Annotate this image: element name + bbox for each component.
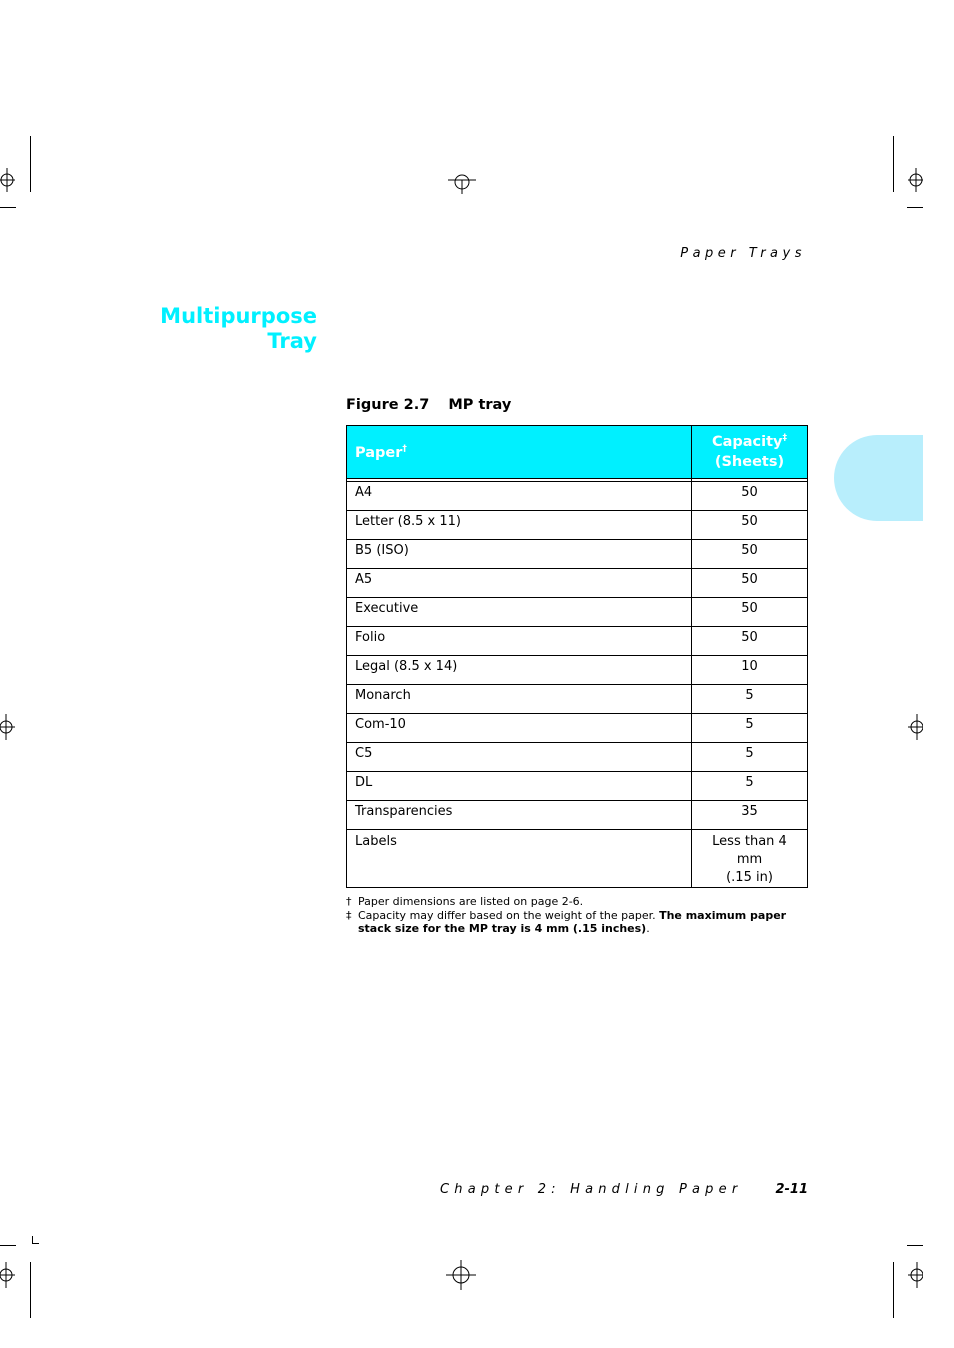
footer-chapter: Chapter 2: Handling Paper — [440, 1182, 743, 1197]
section-title — [120, 304, 317, 354]
running-header: Paper Trays — [680, 246, 806, 261]
registration-mark-icon — [446, 1260, 476, 1290]
footnote-double-dagger: ‡ Capacity may differ based on the weight of the paper. The maximum paper stack size for the MP tray is 4 mm (.15 inches). — [346, 908, 787, 935]
registration-mark-icon — [907, 714, 923, 740]
table-header-row — [347, 426, 808, 479]
capacity-cell: 50 — [692, 598, 808, 627]
registration-mark-icon — [0, 714, 16, 740]
capacity-cell: 50 — [692, 627, 808, 656]
table-row — [347, 598, 808, 627]
table-row — [347, 511, 808, 540]
paper-cell: C5 — [347, 743, 692, 772]
capacity-cell: 5 — [692, 772, 808, 801]
table-footnotes — [346, 895, 806, 936]
footnote-dagger: † Paper dimensions are listed on page 2-6. — [346, 895, 584, 908]
paper-cell: Executive — [347, 598, 692, 627]
table-row — [347, 830, 808, 888]
paper-cell: B5 (ISO) — [347, 540, 692, 569]
capacity-cell: Less than 4 mm (.15 in) — [692, 830, 808, 888]
paper-cell: A4 — [347, 482, 692, 511]
table-row — [347, 743, 808, 772]
registration-mark-icon — [0, 1262, 16, 1288]
registration-mark-icon — [907, 1262, 923, 1288]
registration-mark-icon — [448, 174, 476, 194]
figure-caption — [346, 397, 511, 413]
chapter-thumb-tab — [834, 435, 923, 521]
paper-cell: Folio — [347, 627, 692, 656]
table-row — [347, 482, 808, 511]
mp-tray-table — [346, 425, 808, 888]
paper-cell: Labels — [347, 830, 692, 888]
capacity-cell: 50 — [692, 540, 808, 569]
figure-number: Figure 2.7 — [346, 397, 430, 413]
registration-mark-icon — [907, 168, 923, 192]
table-row — [347, 540, 808, 569]
registration-mark-icon — [0, 168, 16, 192]
capacity-cell: 50 — [692, 482, 808, 511]
paper-cell: Monarch — [347, 685, 692, 714]
table-row — [347, 627, 808, 656]
capacity-cell: 50 — [692, 511, 808, 540]
capacity-cell: 5 — [692, 743, 808, 772]
table-row — [347, 685, 808, 714]
capacity-cell: 35 — [692, 801, 808, 830]
paper-cell: DL — [347, 772, 692, 801]
paper-cell: Letter (8.5 x 11) — [347, 511, 692, 540]
table-row — [347, 772, 808, 801]
section-title-line2: Tray — [267, 329, 317, 353]
capacity-column-header: Capacity‡ (Sheets) — [692, 426, 808, 479]
table-row — [347, 714, 808, 743]
paper-cell: Legal (8.5 x 14) — [347, 656, 692, 685]
paper-cell: Com-10 — [347, 714, 692, 743]
capacity-cell: 50 — [692, 569, 808, 598]
section-title-line1: Multipurpose — [160, 304, 317, 328]
paper-column-header: Paper† — [347, 426, 692, 479]
table-row — [347, 801, 808, 830]
table-row — [347, 569, 808, 598]
paper-cell: A5 — [347, 569, 692, 598]
capacity-cell: 5 — [692, 714, 808, 743]
page-number: 2-11 — [775, 1182, 808, 1197]
figure-title: MP tray — [448, 397, 512, 413]
table-row — [347, 656, 808, 685]
capacity-cell: 5 — [692, 685, 808, 714]
capacity-cell: 10 — [692, 656, 808, 685]
paper-cell: Transparencies — [347, 801, 692, 830]
